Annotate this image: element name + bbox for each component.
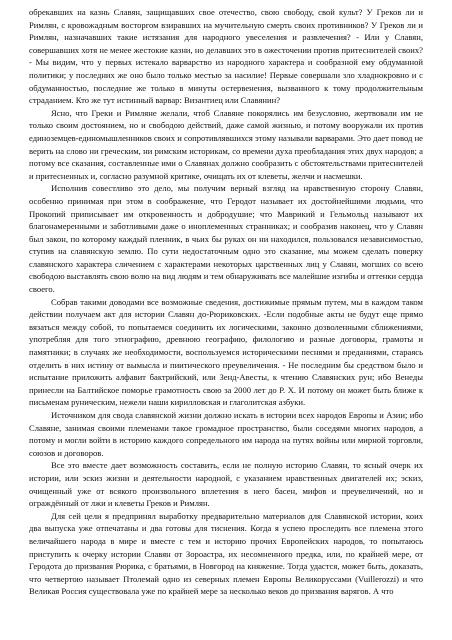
paragraph: Ясно, что Греки и Римляне желали, чтоб Славяне покорялись им безусловно, жертвовали им не только своим достоянием, но и свободою действий, даже самой жизнью, и потому вооружали их против единоземцев-единомышленников своих и сопротивлявшихся этому называли варварами. Это дает повод не верить на слово ни греческим, ни римским историкам, со времени духа преобладания этих двух народов; а потому все сказания, составленные ими о Славянах должно сообразить с обстоятельствами притеснителей и притесненных и, согласно разумной критике, очищать их от клеветы, желчи и насмешки. bbox=[29, 107, 423, 181]
paragraph: Для сей цели я предпринял выработку предварительно материалов для Славянской истории, коих два выпуска уже отпечатаны и два готовы для тиснения. Когда я успею проследить все племена этого величайшего народа в мире и вместе с тем и историю прочих Европейских народов, то попытаюсь приступить к очерку истории Славян от Зороастра, их несомненного предка, или, по крайней мере, от Геродота до призвания Рюрика, с братьями, в Новгород на княжение. Тогда удастся, может быть, доказать, что четвертою называет Птолемай одно из северных племен Европы Великоруссами (Vuillerozzi) и что Великая Россия существовала уже по крайней мере за несколько веков до призвания варягов. А что bbox=[29, 510, 423, 597]
paragraph: Все это вместе дает возможность составить, если не полную историю Славян, то ясный очерк их истории, или эскиз жизни и деятельности народной, с указанием нравственных двигателей их; эскиз, очищенный уже от всякого произвольного вплетения в него басен, мифов и преувеличений, но и ограждённый от лжи и клеветы Греков и Римлян. bbox=[29, 460, 423, 509]
paragraph: Источником для свода славянской жизни должно искать в истории всех народов Европы и Азии; ибо Славяне, занимая своими племенами такое громадное пространство, были соседями многих народов, а потому и могли войти в историю каждого сопредельного им народа на путях войны или мирной торговли, союзов и договоров. bbox=[29, 410, 423, 458]
paragraph: обрекавших на казнь Славян, защищавших свое отечество, свою свободу, свой культ? У Греков ли и Римлян, с кровожадным восторгом взиравших на мучительную смерть своих противников? У Греков ли и Римлян, назначавших такие истязания для народного увеселения и развлечения? - Или у Славян, совершавших хотя не менее жестокие казни, но делавших это в ожесточении против притеснителей своих? - Мы видим, что у первых истекало варварство из народного характера и сообразной ему обдуманной политики; у последних же оно было только местью за насилие! Первые совершали зло хладнокровно и с обдуманностью, последние же только в минуты остервенения, вызванного к тому продолжительным страданием. Кто же тут истинный варвар: Византиец или Славянин? bbox=[29, 7, 423, 106]
paragraph: Исполнив совестливо это дело, мы получим верный взгляд на нравственную сторону Славян, особенно принимая при этом в соображение, что Геродот называет их достойнейшими людьми, что Прокопий приписывает им откровенность и добродушие; что Маврикий и Гельмольд называют их благонамеренными и заботливыми даже о иноплеменных странниках; и сообразив наконец, что у Славян был закон, по которому каждый пленник, в чьих бы руках он ни находился, пользовался независимостью, ступив на славянскую землю. По сути недостаточным одно это сказание, мы можем сделать поверку славянского характера сличением с характерами некоторых царственных лиц у Славян, могших со всею свободою выставлять свою волю на вид людям и тем обнаруживать все малейшие изгибы и оттенки сердца своего. bbox=[29, 183, 423, 295]
paragraph: Собрав такими доводами все возможные сведения, достижимые прямым путем, мы в каждом таком действии получаем акт для истории Славян до-Рюриковских. -Если подобные акты не будут еще прямо вязаться между собой, то попытаемся соединить их логическими, законно дозволенными сближениями, употребляя для того этнографию, древнюю географию, филологию и разные договоры, грамоты и памятники; в случаях же необходимости, воспользуемся историческими песнями и преданиями, стараясь отделить в них истину от вымысла и пиитического преувеличения. - Не последним бы средством было и испытание приложить алфавит бактрийский, или Зенд-Авесты, к чтению Славянских рун; ибо Венеды принесли на Балтийское поморье грамотность свою за 2000 лет до Р. Х. И потому он может быть ближе к письменам руническим, нежели наши кирилловская и глаголитская азбуки. bbox=[29, 296, 423, 408]
